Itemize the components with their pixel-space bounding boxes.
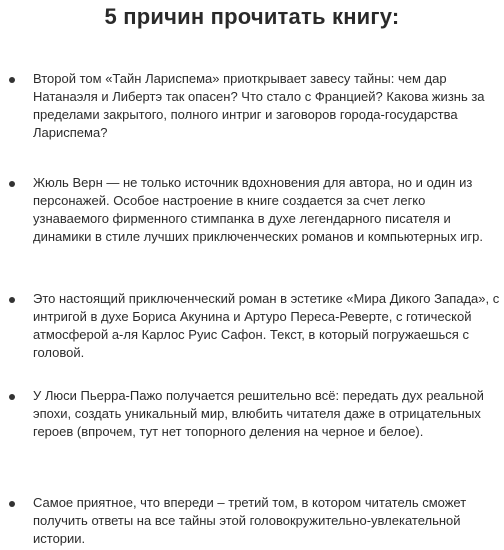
bullet-icon	[9, 297, 15, 303]
reason-text: Самое приятное, что впереди – третий том, в котором читатель сможет получить ответы на все тайны этой головокружительно-увлекательной истории.	[33, 495, 467, 546]
bullet-icon	[9, 77, 15, 83]
bullet-icon	[9, 394, 15, 400]
bullet-icon	[9, 501, 15, 507]
reason-text: Жюль Верн — не только источник вдохновения для автора, но и один из персонажей. Особое настроение в книге создается за счет легко узнаваемого фирменного стимпанка в духе легендарного писателя и динамики в стиле лучших приключенческих романов и компьютерных игр.	[33, 175, 483, 244]
bullet-icon	[9, 181, 15, 187]
page-title: 5 причин прочитать книгу:	[104, 4, 400, 29]
reason-text: Это настоящий приключенческий роман в эстетике «Мира Дикого Запада», с интригой в духе Бориса Акунина и Артуро Переса-Реверте, с готической атмосферой а-ля Карлос Руис Сафон. Текст, в который погружаешься с головой.	[33, 291, 500, 360]
reason-text: У Люси Пьерра-Пажо получается решительно всё: передать дух реальной эпохи, создать уникальный мир, влюбить читателя даже в отрицательных героев (впрочем, тут нет топорного деления на черное и белое).	[33, 388, 484, 439]
reason-text: Второй том «Тайн Лариспема» приоткрывает завесу тайны: чем дар Натанаэля и Либертэ так опасен? Что стало с Францией? Какова жизнь за пределами закрытого, полного интриг и заговоров города-государства Лариспема?	[33, 71, 485, 140]
